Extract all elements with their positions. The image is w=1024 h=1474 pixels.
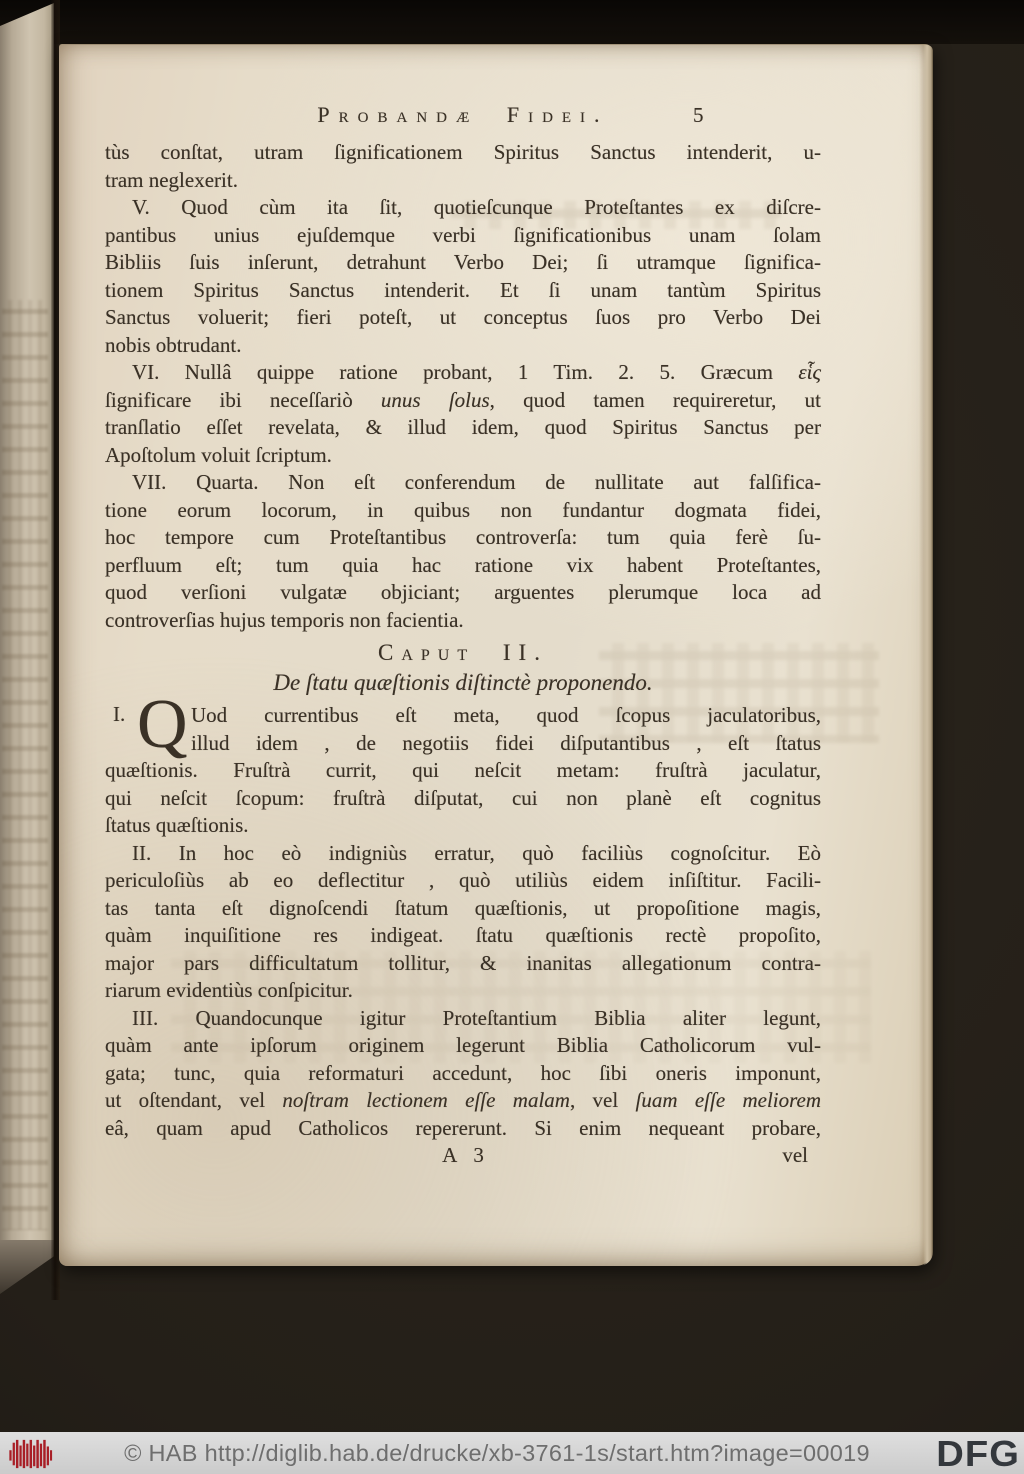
paragraph xyxy=(105,469,821,634)
text-line: ut oſtendant, vel noſtram lectionem eſſe malam, vel ſuam eſſe meliorem xyxy=(105,1088,822,1112)
text-line: tùs conſtat, utram ſignificationem Spiritus Sanctus intenderit, u- xyxy=(105,140,821,164)
paragraph-numeral: I. xyxy=(113,702,126,726)
paragraph xyxy=(105,194,821,359)
text-line: II. In hoc eò indigniùs erratur, quò faciliùs cognoſcitur. Eò xyxy=(132,840,821,865)
dfg-logo: DFG xyxy=(936,1433,1020,1474)
catchword: vel xyxy=(782,1143,808,1167)
text-line: quàm inquiſitione res indigeat. ſtatu quæſtionis rectè propoſito, xyxy=(105,923,821,947)
page-number: 5 xyxy=(693,103,704,127)
book-top-board xyxy=(0,0,1024,44)
running-title xyxy=(105,101,821,129)
paragraph xyxy=(105,686,821,840)
facing-page-shadow xyxy=(0,1240,54,1294)
running-title-text: Probandæ Fidei. xyxy=(317,102,609,127)
text-line: tionem Spiritus Sanctus intenderit. Et ſi unam tantùm Spiritus xyxy=(105,277,821,302)
text-line: controverſias hujus temporis non facientia. xyxy=(105,607,464,632)
chapter-heading: Caput II. xyxy=(378,640,548,665)
text-line: perfluum eſt; tum quia hac ratione vix habent Proteſtantes, xyxy=(105,552,821,577)
text-line: illud idem , de negotiis fidei diſputantibus , eſt ſtatus xyxy=(191,730,821,755)
text-block xyxy=(105,101,821,1170)
text-line: ſignificare ibi neceſſariò unus ſolus, quod tamen requireretur, ut xyxy=(105,387,821,412)
drop-cap xyxy=(105,686,191,763)
text-line: VI. Nullâ quippe ratione probant, 1 Tim. 2. 5. Græcum εἷς xyxy=(132,360,821,384)
text-line: tram neglexerit. xyxy=(105,167,238,192)
scanned-page xyxy=(59,44,932,1266)
text-line: nobis obtrudant. xyxy=(105,332,242,357)
text-line: Uod currentibus eſt meta, quod ſcopus jaculatoribus, xyxy=(191,703,821,727)
facing-page-ghost-text xyxy=(2,300,48,1230)
text-line: quæſtionis. Fruſtrà currit, qui neſcit metam: fruſtrà jaculatur, xyxy=(105,758,821,782)
text-line: major pars difficultatum tollitur, & inanitas allegationum contra- xyxy=(105,950,821,975)
text-line: qui neſcit ſcopum: fruſtrà diſputat, cui non planè eſt cognitus xyxy=(105,785,821,810)
text-line: tione eorum locorum, in quibus non fundantur dogmata fidei, xyxy=(105,497,821,522)
text-line: Sanctus voluerit; fieri poteſt, ut conceptus ſuos pro Verbo Dei xyxy=(105,305,821,329)
text-flow xyxy=(105,139,821,1142)
text-line: III. Quandocunque igitur Proteſtantium Biblia aliter legunt, xyxy=(132,1005,821,1030)
attribution-bar xyxy=(0,1432,1024,1474)
paragraph xyxy=(105,840,821,1005)
hab-red-stripes-logo-icon xyxy=(8,1438,54,1470)
text-line: V. Quod cùm ita ſit, quotieſcunque Proteſtantes ex diſcre- xyxy=(132,195,821,219)
text-line: tranſlatio eſſet revelata, & illud idem, quod Spiritus Sanctus per xyxy=(105,415,821,439)
chapter-subtitle: De ſtatu quæſtionis diſtinctè proponendo. xyxy=(273,670,653,695)
facing-page-edge xyxy=(0,0,54,1244)
text-line: Apoſtolum voluit ſcriptum. xyxy=(105,442,332,467)
signature-line xyxy=(105,1142,821,1170)
paragraph xyxy=(105,359,821,469)
text-line: tas tanta eſt dignoſcendi ſtatum quæſtionis, ut propoſitione magis, xyxy=(105,895,821,920)
text-line: hoc tempore cum Proteſtantibus controverſa: tum quia ferè ſu- xyxy=(105,525,821,549)
paragraph xyxy=(105,139,821,194)
text-line: eâ, quam apud Catholicos repererunt. Si enim nequeant probare, xyxy=(105,1115,821,1140)
text-line: quod verſioni vulgatæ objiciant; arguentes plerumque loca ad xyxy=(105,580,821,604)
page-fore-edge xyxy=(919,45,933,1266)
text-line: VII. Quarta. Non eſt conferendum de nullitate aut falſifica- xyxy=(132,470,821,494)
text-line: periculoſiùs ab eo deflectitur , quò utiliùs eidem inſiſtitur. Facili- xyxy=(105,868,821,892)
text-line: Bibliis ſuis inſerunt, detrahunt Verbo Dei; ſi utramque ſignifica- xyxy=(105,250,821,274)
attribution-url: © HAB http://diglib.hab.de/drucke/xb-3761-1s/start.htm?image=00019 xyxy=(124,1440,870,1466)
signature-mark: A 3 xyxy=(442,1143,484,1167)
drop-cap-letter: Q xyxy=(137,686,188,763)
paragraph xyxy=(105,1005,821,1143)
text-line: quàm ante ipſorum originem legerunt Biblia Catholicorum vul- xyxy=(105,1033,821,1057)
text-line: pantibus unius ejuſdemque verbi ſignificationibus unam ſolam xyxy=(105,222,821,247)
text-line: gata; tunc, quia reformaturi accedunt, hoc ſibi oneris imponunt, xyxy=(105,1060,821,1085)
text-line: riarum evidentiùs conſpicitur. xyxy=(105,978,353,1002)
text-line: ſtatus quæſtionis. xyxy=(105,813,249,837)
